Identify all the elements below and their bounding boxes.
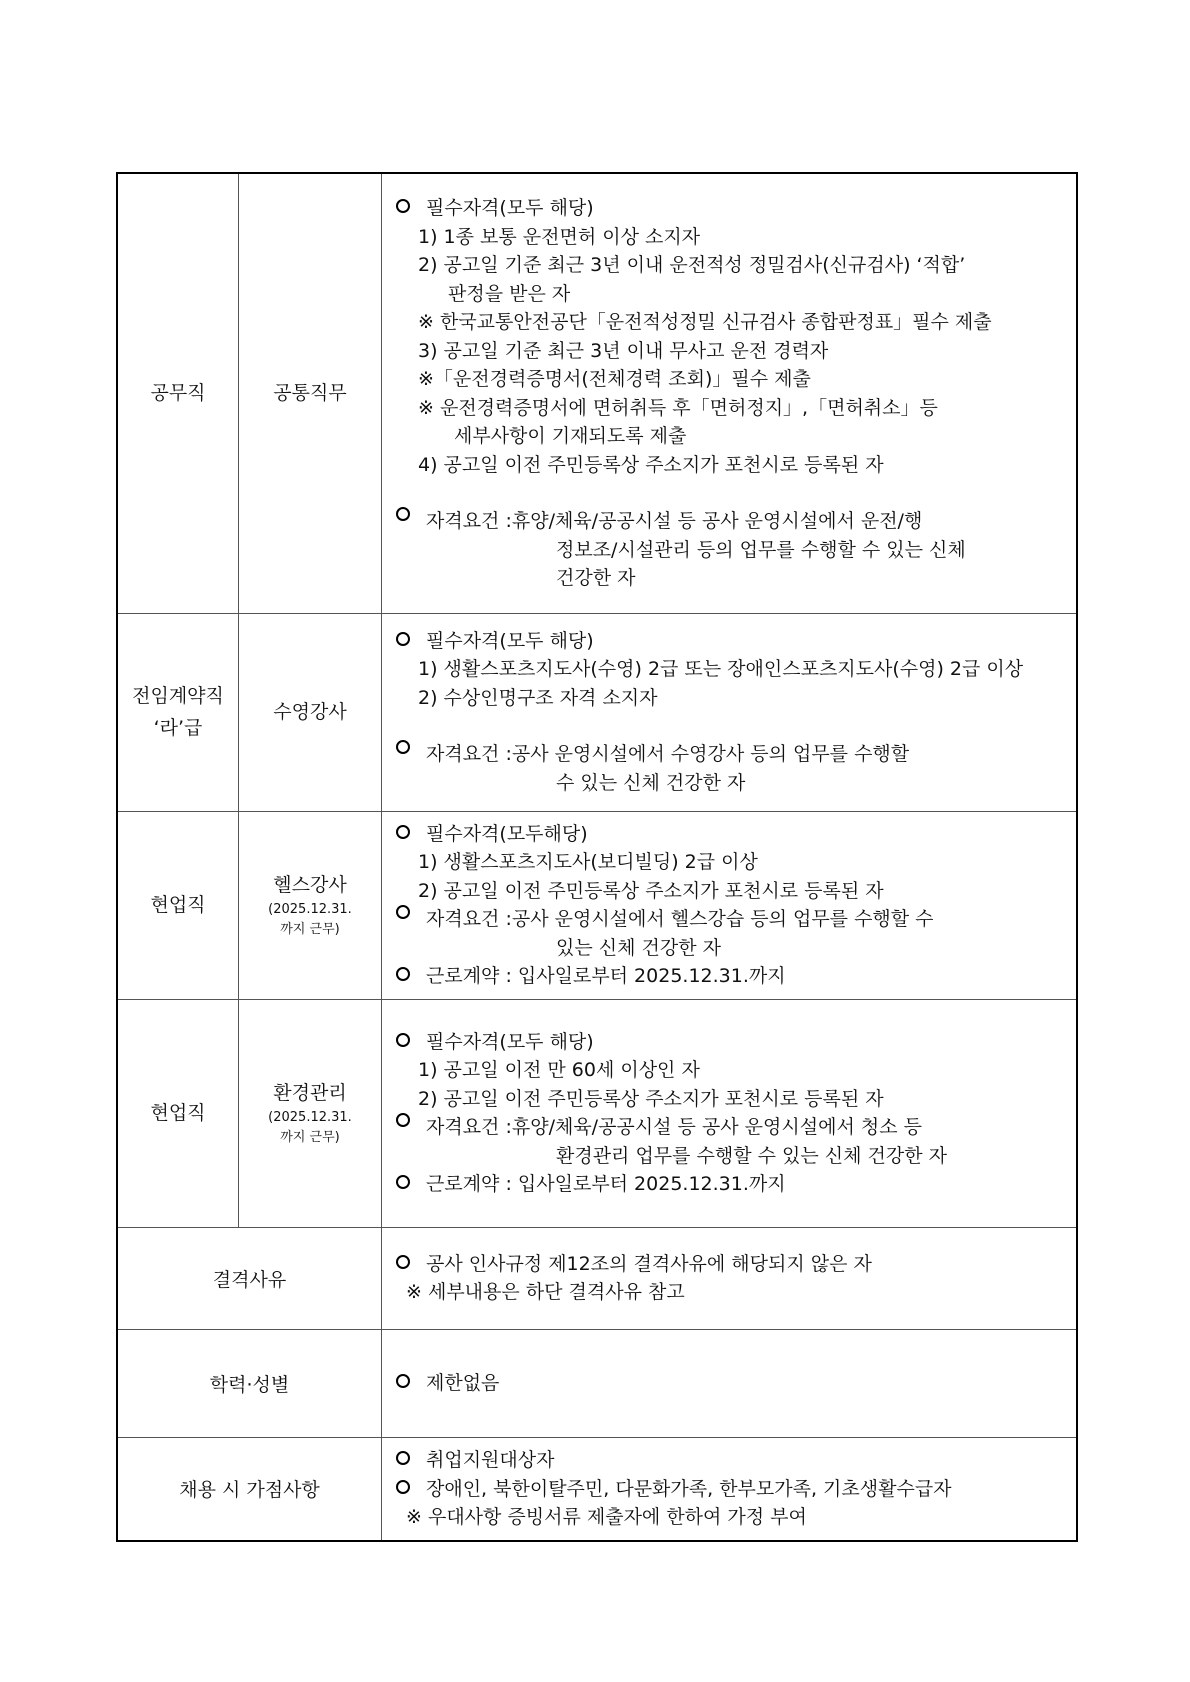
job-period-note: (2025.12.31.	[268, 1110, 352, 1125]
circle-bullet-icon	[396, 1175, 410, 1189]
circle-bullet-icon	[396, 1480, 410, 1494]
job-cell	[239, 613, 382, 811]
requirement-value: 공사 운영시설에서 수영강사 등의 업무를 수행할	[511, 743, 910, 766]
bullet-text: 장애인, 북한이탈주민, 다문화가족, 한부모가족, 기초생활수급자	[426, 1477, 952, 1500]
circle-bullet-icon	[396, 1374, 410, 1388]
note-line: ※ 한국교통안전공단「운전적성정밀 신규검사 종합판정표」필수 제출	[418, 311, 992, 333]
job-cell	[239, 999, 382, 1227]
requirement-value: 공사 운영시설에서 헬스강습 등의 업무를 수행할 수	[511, 908, 934, 930]
employment-type-cell	[117, 811, 239, 999]
requirement-key: 자격요건 :	[426, 908, 512, 930]
bullet-text: 공사 인사규정 제12조의 결격사유에 해당되지 않은 자	[426, 1252, 872, 1275]
bullet-line	[394, 1446, 1064, 1475]
requirement-continuation: 있는 신체 건강한 자	[556, 936, 721, 959]
employment-type: 전임계약직	[132, 685, 224, 707]
employment-type: 공무직	[150, 382, 206, 405]
table-row	[117, 613, 1077, 811]
bullet-line	[394, 962, 1064, 991]
requirement-continuation: 환경관리 업무를 수행할 수 있는 신체 건강한 자	[556, 1144, 948, 1167]
note-line: ※ 우대사항 증빙서류 제출자에 한하여 가정 부여	[406, 1506, 807, 1528]
bullet-line	[394, 1475, 1064, 1504]
table-row	[117, 999, 1077, 1227]
numbered-item: 2) 공고일 이전 주민등록상 주소지가 포천시로 등록된 자	[418, 879, 884, 902]
employment-type: 현업직	[150, 894, 206, 916]
circle-bullet-icon	[396, 632, 410, 646]
employment-grade: ‘라’급	[153, 717, 203, 739]
circle-bullet-icon	[396, 199, 410, 213]
section-label-cell: 결격사유	[117, 1227, 382, 1329]
numbered-item: 1) 생활스포츠지도사(보디빌딩) 2급 이상	[418, 851, 758, 873]
numbered-item: 1) 생활스포츠지도사(수영) 2급 또는 장애인스포츠지도사(수영) 2급 이상	[418, 658, 1024, 681]
bullet-text: 필수자격(모두해당)	[426, 822, 588, 845]
qualification-cell	[382, 613, 1078, 811]
qualification-cell	[382, 173, 1078, 613]
section-label-cell: 학력·성별	[117, 1329, 382, 1437]
bullet-line	[394, 1170, 1064, 1199]
section-content-cell	[382, 1329, 1078, 1437]
numbered-item: 4) 공고일 이전 주민등록상 주소지가 포천시로 등록된 자	[418, 453, 884, 476]
employment-type: 현업직	[150, 1102, 206, 1124]
table-row	[117, 173, 1077, 613]
table-row	[117, 1437, 1077, 1541]
circle-bullet-icon	[396, 967, 410, 981]
job-period-note: 까지 근무)	[280, 1130, 340, 1145]
qualification-requirement	[394, 740, 1064, 769]
qualification-cell	[382, 999, 1078, 1227]
table-row	[117, 1329, 1077, 1437]
table-row	[117, 1227, 1077, 1329]
spacer	[394, 479, 1064, 507]
circle-bullet-icon	[396, 507, 410, 521]
circle-bullet-icon	[396, 1033, 410, 1047]
bullet-line	[394, 1250, 1064, 1279]
numbered-item: 2) 수상인명구조 자격 소지자	[418, 686, 658, 709]
requirement-key: 자격요건 :	[426, 1116, 512, 1138]
section-content-cell	[382, 1437, 1078, 1541]
bullet-line	[394, 820, 1064, 849]
circle-bullet-icon	[396, 905, 410, 919]
numbered-item: 2) 공고일 기준 최근 3년 이내 운전적성 정밀검사(신규검사) ‘적합’	[418, 254, 966, 276]
requirement-continuation: 정보조/시설관리 등의 업무를 수행할 수 있는 신체	[556, 538, 966, 561]
circle-bullet-icon	[396, 825, 410, 839]
numbered-item-continuation: 판정을 받은 자	[448, 282, 571, 305]
qualification-requirement	[394, 507, 1064, 536]
bullet-line	[394, 1028, 1064, 1057]
note-line: ※「운전경력증명서(전체경력 조회)」필수 제출	[418, 368, 811, 390]
bullet-text: 제한없음	[426, 1371, 500, 1394]
numbered-item: 1) 1종 보통 운전면허 이상 소지자	[418, 225, 701, 248]
employment-type-cell	[117, 613, 239, 811]
circle-bullet-icon	[396, 1451, 410, 1465]
spacer	[394, 712, 1064, 740]
table-row	[117, 811, 1077, 999]
requirement-key: 자격요건 :	[426, 510, 512, 532]
qualification-requirement	[394, 1113, 1064, 1142]
job-title: 환경관리	[273, 1082, 347, 1104]
job-period-note: (2025.12.31.	[268, 902, 352, 917]
bullet-text: 필수자격(모두 해당)	[426, 629, 594, 652]
bullet-text: 필수자격(모두 해당)	[426, 1030, 594, 1053]
bullet-line	[394, 194, 1064, 223]
employment-type-cell	[117, 173, 239, 613]
numbered-item: 2) 공고일 이전 주민등록상 주소지가 포천시로 등록된 자	[418, 1087, 884, 1110]
circle-bullet-icon	[396, 740, 410, 754]
requirement-key: 자격요건 :	[426, 743, 512, 766]
section-label-cell: 채용 시 가점사항	[117, 1437, 382, 1541]
bullet-text: 필수자격(모두 해당)	[426, 197, 594, 219]
employment-type-cell	[117, 999, 239, 1227]
job-title: 헬스강사	[273, 874, 347, 896]
requirement-continuation: 수 있는 신체 건강한 자	[556, 771, 746, 794]
note-line: ※ 운전경력증명서에 면허취득 후「면허정지」,「면허취소」등	[418, 396, 938, 419]
job-title: 수영강사	[273, 701, 347, 723]
bullet-line	[394, 627, 1064, 656]
circle-bullet-icon	[396, 1255, 410, 1269]
bullet-text: 취업지원대상자	[426, 1449, 555, 1471]
note-line: ※ 세부내용은 하단 결격사유 참고	[406, 1281, 685, 1303]
bullet-text: 근로계약 : 입사일로부터 2025.12.31.까지	[426, 1173, 786, 1195]
job-cell	[239, 811, 382, 999]
circle-bullet-icon	[396, 1113, 410, 1127]
qualification-requirement	[394, 905, 1064, 934]
bullet-line	[394, 1369, 1064, 1398]
requirement-value: 휴양/체육/공공시설 등 공사 운영시설에서 운전/행	[511, 510, 923, 532]
note-continuation: 세부사항이 기재되도록 제출	[454, 425, 687, 447]
recruitment-requirements-table	[116, 172, 1078, 1542]
requirement-value: 휴양/체육/공공시설 등 공사 운영시설에서 청소 등	[511, 1116, 922, 1138]
job-cell	[239, 173, 382, 613]
table-body	[117, 173, 1077, 1541]
qualification-cell	[382, 811, 1078, 999]
job-period-note: 까지 근무)	[280, 922, 340, 937]
job-title: 공통직무	[273, 382, 347, 405]
bullet-text: 근로계약 : 입사일로부터 2025.12.31.까지	[426, 965, 786, 987]
numbered-item: 3) 공고일 기준 최근 3년 이내 무사고 운전 경력자	[418, 339, 829, 362]
requirement-continuation: 건강한 자	[556, 567, 636, 589]
section-content-cell	[382, 1227, 1078, 1329]
numbered-item: 1) 공고일 이전 만 60세 이상인 자	[418, 1059, 700, 1081]
